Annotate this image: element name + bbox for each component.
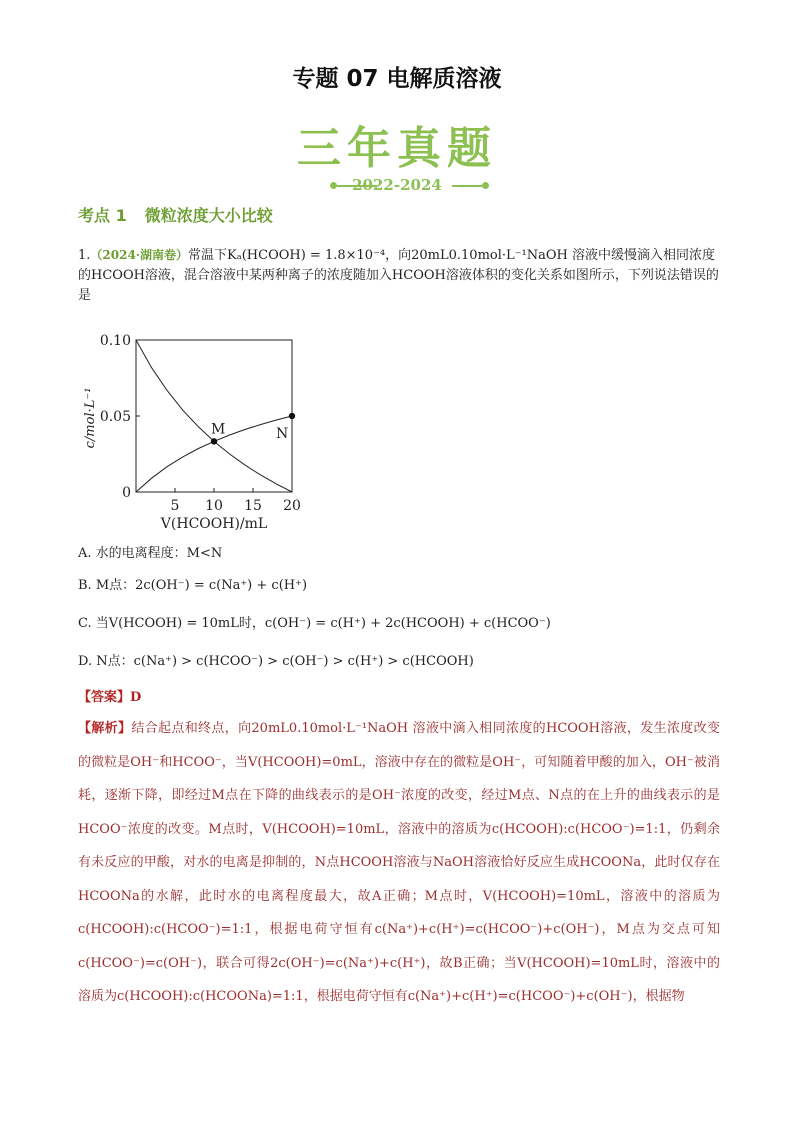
oh-concentration-curve bbox=[136, 340, 292, 492]
point-label-m: M bbox=[211, 421, 226, 438]
answer: 【答案】D bbox=[78, 690, 142, 705]
section-title: 微粒浓度大小比较 bbox=[144, 206, 273, 225]
option-c: C. 当V(HCOOH) = 10mL时，c(OH⁻) = c(H⁺) + 2c(HCOOH) + c(HCOO⁻) bbox=[78, 616, 551, 631]
y-tick-label: 0.10 bbox=[99, 333, 131, 349]
question-text: 常温下Kₐ(HCOOH) = 1.8×10⁻⁴，向20mL0.10mol·L⁻¹NaOH 溶液中缓慢滴入相同浓度的HCOOH溶液，混合溶液中某两种离子的浓度随加入HCOOH溶液体积的变化关系如图所示，下列说法错误的是 bbox=[78, 248, 719, 303]
x-tick-label: 20 bbox=[283, 498, 301, 514]
question-stem bbox=[78, 245, 720, 306]
analysis-text: 结合起点和终点，向20mL0.10mol·L⁻¹NaOH 溶液中滴入相同浓度的HCOOH溶液，发生浓度改变的微粒是OH⁻和HCOO⁻，当V(HCOOH)=0mL，溶液中存在的微粒是OH⁻，可知随着甲酸的加入，OH⁻被消耗，逐渐下降，即经过M点在下降的曲线表示的是OH⁻浓度的改变，经过M点、N点的在上升的曲线表示的是HCOO⁻浓度的改变。M点时，V(HCOOH)=10mL，溶液中的溶质为c(HCOOH):c(HCOO⁻)=1:1，仍剩余有未反应的甲酸，对水的电离是抑制的，N点HCOOH溶液与NaOH溶液恰好反应生成HCOONa，此时仅存在HCOONa的水解，此时水的电离程度最大，故A正确；M点时，V(HCOOH)=10mL，溶液中的溶质为c(HCOOH):c(HCOO⁻)=1:1，根据电荷守恒有c(Na⁺)+c(H⁺)=c(HCOO⁻)+c(OH⁻)，M点为交点可知c(HCOO⁻)=c(OH⁻)，联合可得2c(OH⁻)=c(Na⁺)+c(H⁺)，故B正确；当V(HCOOH)=10mL时，溶液中的溶质为c(HCOOH):c(HCOONa)=1:1，根据电荷守恒有c(Na⁺)+c(H⁺)=c(HCOO⁻)+c(OH⁻)，根据物 bbox=[78, 721, 720, 1004]
page-title: 专题 07 电解质溶液 bbox=[292, 66, 502, 92]
years-divider bbox=[0, 176, 794, 196]
option-d: D. N点：c(Na⁺) > c(HCOO⁻) > c(OH⁻) > c(H⁺) > c(HCOOH) bbox=[78, 654, 474, 669]
option-a: A. 水的电离程度：M<N bbox=[78, 546, 223, 561]
option-b: B. M点：2c(OH⁻) = c(Na⁺) + c(H⁺) bbox=[78, 578, 308, 593]
x-tick-label: 15 bbox=[244, 498, 262, 514]
years-label: 2022-2024 bbox=[352, 176, 442, 194]
point-label-n: N bbox=[276, 426, 289, 442]
concentration-chart bbox=[78, 326, 318, 536]
x-tick-label: 10 bbox=[205, 498, 223, 514]
y-tick-label: 0.05 bbox=[99, 409, 131, 425]
y-axis-label: c/mol·L⁻¹ bbox=[83, 387, 98, 449]
banner-heading: 三年真题 bbox=[297, 123, 497, 174]
y-tick-label: 0 bbox=[122, 485, 131, 501]
question-source: （2024·湖南卷） bbox=[90, 248, 188, 262]
section-heading bbox=[78, 203, 273, 226]
point-n bbox=[289, 413, 295, 419]
point-m bbox=[211, 438, 217, 444]
x-tick-label: 5 bbox=[170, 498, 180, 514]
question-number: 1. bbox=[78, 248, 91, 263]
section-label: 考点 1 bbox=[78, 206, 127, 225]
plot-frame bbox=[136, 340, 292, 492]
x-axis-label: V(HCOOH)/mL bbox=[160, 516, 268, 532]
analysis bbox=[78, 712, 720, 1014]
analysis-tag: 【解析】 bbox=[78, 721, 132, 736]
